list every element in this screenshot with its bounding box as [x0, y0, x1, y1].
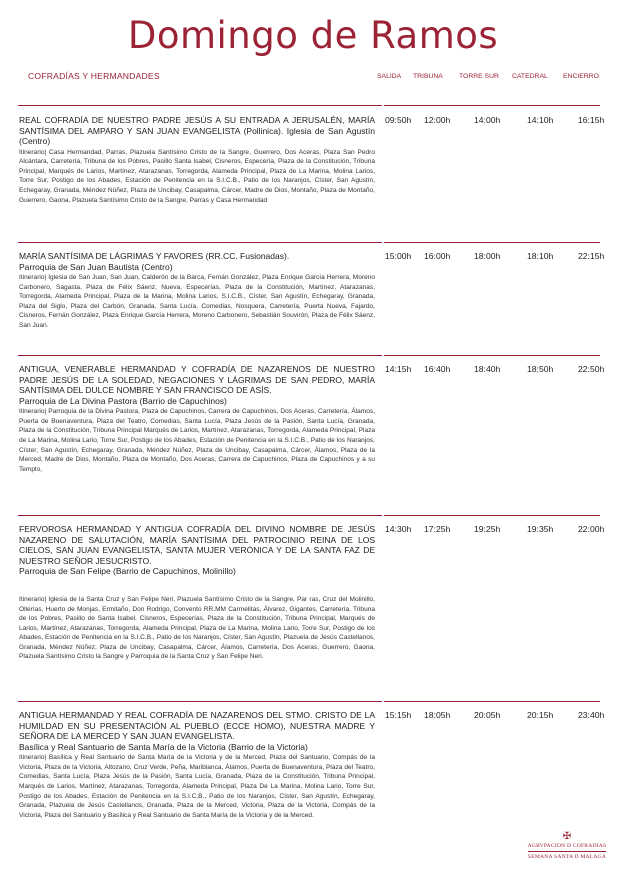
- church-name: Basílica y Real Santuario de Santa María de la Victoria (Barrio de la Victoria): [19, 741, 308, 752]
- itinerary-text: Itinerario| Iglesia de San Juan, San Juan, Calderón de la Barca, Fernán González, Plaza Enrique García Herrera, Moreno Carbonero, Sagasta, Plaza de Félix Sáenz, Nueva, Especerías, Plaza de la Constitución, Martínez, Atarazanas, Torregorda, Alameda Principal, Plaza de la Marina, Molina Larios, S.I.C.B., Císter, San Agustín, Echegaray, Granada, Plaza del Siglo, Plaza del Carbón, Granada, Santa Lucía, Comedias, Nosquera, Carretería, Puerta Nueva, Fajardo, Cisneros, Fernán González, Plaza Enrique García Herrera, Moreno Carbonero, Sebastián Souvirón, Plaza de Félix Sáenz, San Juan.: [19, 274, 375, 329]
- time-catedral: 14:10h: [527, 115, 554, 125]
- church-name: Parroquia de San Juan Bautista (Centro): [19, 261, 173, 272]
- itinerary-text: Itinerario| Parroquia de la Divina Pastora, Plaza de Capuchinos, Carrera de Capuchinos, Dos Aceras, Carretería, Álamos, Puerta de Buenaventura, Plaza del Teatro, Comedias, Santa Lucía, Plaza Jesús de la Pasión, Santa Lucía, Granada, Plaza de la Constitución, Tribuna Principal Marqués de Larios, Martínez, Atarazanas, Torregorda, Alameda Principal, Plaza de La Marina, Molina Lario, Torre Sur, Postigo de los Abades, Estación de Penitencia en la S.I.C.B., Patio de los Naranjos, Císter, San Agustín, Echegaray, Granada, Méndez Núñez, Plaza de Uncibay, Casapalma, Cárcer, Álamos, Plaza de la Merced, Madre de Dios, Montaño, Plaza de Montaño, Dos Aceras, Carrera de Capuchinos, Plaza de Capuchinos y a su Templo,: [19, 408, 375, 473]
- cofradia-name: REAL COFRADÍA DE NUESTRO PADRE JESÚS A SU ENTRADA A JERUSALÉN, MARÍA SANTÍSIMA DEL AMPARO Y SAN JUAN EVANGELISTA (Pollinica). Iglesia de San Agustín (Centro): [19, 115, 375, 147]
- row-divider: [18, 242, 382, 243]
- column-header-torre-sur: TORRE SUR: [459, 73, 499, 80]
- time-torre-sur: 19:25h: [474, 524, 501, 534]
- cofradia-name: FERVOROSA HERMANDAD Y ANTIGUA COFRADÍA DEL DIVINO NOMBRE DE JESÚS NAZARENO DE SALUTACIÓN, MARÍA SANTÍSIMA DEL PATROCINIO REINA DE LOS CIELOS, SAN JUAN EVANGELISTA, SANTA MUJER VERÓNICA Y DE LA SANTA FAZ DE NUESTRO SEÑOR JESUCRISTO.: [19, 524, 375, 566]
- logo-line-2: SEMANA SANTA D MALAGA: [527, 854, 607, 860]
- row-divider: [18, 515, 382, 516]
- cofradia-name: MARÍA SANTÍSIMA DE LÁGRIMAS Y FAVORES (RR.CC. Fusionadas).: [19, 251, 290, 261]
- row-divider: [384, 105, 600, 106]
- column-header-salida: SALIDA: [377, 73, 402, 80]
- time-encierro: 16:15h: [578, 115, 605, 125]
- time-salida: 15:00h: [385, 251, 412, 261]
- column-header-encierro: ENCIERRO: [563, 73, 599, 80]
- itinerary-text: Itinerario| Basílica y Real Santuario de Santa María de la Victoria y de la Merced, Plaza del Santuario, Compás de la Victoria, Plaza de la Victoria, Altozano, Cruz Verde, Peña, Mariblanca, Álamos, Puerta de Buenaventura, Plaza del Teatro, Comedias, Santa Lucía, Plaza Jesús de la Pasión, Santa Lucía, Granada, Plaza de la Constitución, Tribuna Principal, Marqués de Larios, Martínez, Atarazanas, Torregorda, Alameda Principal, Plaza De La Marina, Molina Lario, Torre Sur, Postigo de los Abades, Estación de Penitencia en la S.I.C.B., Patio de los Naranjos, Císter, San Agustín, Echegaray, Granada, Plazuela de Jesús Castellanos, Granada, Plaza de la Merced, Victoria, Plaza de la Victoria, Compás de la Victoria, Plaza del Santuario y Basílica y Real Santuario de Santa María de la Victoria y de la Merced.: [19, 754, 375, 819]
- cofradia-entry-soledad: [19, 364, 375, 474]
- row-divider: [384, 355, 600, 356]
- time-catedral: 18:10h: [527, 251, 554, 261]
- time-tribuna: 16:00h: [424, 251, 451, 261]
- time-torre-sur: 20:05h: [474, 710, 501, 720]
- logo-divider: [528, 851, 606, 852]
- time-tribuna: 12:00h: [424, 115, 451, 125]
- time-catedral: 20:15h: [527, 710, 554, 720]
- section-label: COFRADÍAS Y HERMANDADES: [28, 71, 160, 81]
- column-header-tribuna: TRIBUNA: [413, 73, 443, 80]
- row-divider: [384, 242, 600, 243]
- row-divider: [18, 105, 382, 106]
- row-divider: [18, 355, 382, 356]
- time-encierro: 22:50h: [578, 364, 605, 374]
- time-encierro: 23:40h: [578, 710, 605, 720]
- time-encierro: 22:15h: [578, 251, 605, 261]
- time-tribuna: 16:40h: [424, 364, 451, 374]
- cross-icon: ✠: [562, 831, 572, 842]
- time-salida: 15:15h: [385, 710, 412, 720]
- row-divider: [384, 515, 600, 516]
- itinerary-text: Itinerario| Iglesia de la Santa Cruz y San Felipe Neri, Plazuela Santísimo Cristo de la Sangre, Par ras, Cruz del Molinillo, Ollerías, Huerto de Monjas, Ermitaño, Don Rodrigo, Convento RR.MM Carmelitas, Álvarez, Gigantes, Carretería, Tribuna de los Pobres, Pasillo de Santa Isabel, Cisneros, Especerías, Plaza de la Constitución, Tribuna Principal, Marqués de Larios, Martínez, Atarazanas, Torregorda, Alameda Principal, Plaza de La Marina, Molina Lario, Torre Sur, Postigo de los Abades, Estación de Penitencia en la S.I.C.B., Patio de los Naranjos, Císter, San Agustín, Plazuela de Jesús Castellanos, Granada, Méndez Núñez, Plaza de Uncibay, Casapalma, Cárcer, Álamos, Carretería, Dos Aceras, Guerrero, Gaona, Plazuela Santísimo Cristo la Sangre y Parroquia de la Santa Cruz y San Felipe Neri.: [19, 595, 375, 661]
- time-catedral: 18:50h: [527, 364, 554, 374]
- time-salida: 14:30h: [385, 524, 412, 534]
- time-tribuna: 18:05h: [424, 710, 451, 720]
- cofradia-entry-pollinica: [19, 115, 375, 205]
- cofradia-entry-lagrimas: [19, 251, 375, 330]
- church-name: Parroquia de La Divina Pastora (Barrio de Capuchinos): [19, 395, 227, 406]
- row-divider: [18, 701, 382, 702]
- time-torre-sur: 14:00h: [474, 115, 501, 125]
- cofradia-name: ANTIGUA HERMANDAD Y REAL COFRADÍA DE NAZARENOS DEL STMO. CRISTO DE LA HUMILDAD EN SU PRESENTACIÓN AL PUEBLO (ECCE HOMO), NUESTRA MADRE Y SEÑORA DE LA MERCED Y SAN JUAN EVANGELISTA.: [19, 710, 375, 742]
- church-name: Parroquia de San Felipe (Barrio de Capuchinos, Molinillo): [19, 566, 236, 577]
- time-encierro: 22:00h: [578, 524, 605, 534]
- time-salida: 14:15h: [385, 364, 412, 374]
- time-torre-sur: 18:00h: [474, 251, 501, 261]
- cofradia-entry-ecce-homo: [19, 710, 375, 820]
- cofradia-entry-salutacion: [19, 524, 375, 662]
- itinerary-text: Itinerario| Casa Hermandad, Parras, Plazuela Santísimo Cristo de la Sangre, Guerrero, Dos Aceras, Plaza San Pedro Alcántara, Carretería, Tribuna de los Pobres, Pasillo Santa Isabel, Cisneros, Especería, Plaza de la Constitución, Tribuna Principal, Marqués de Larios, Martínez, Atarazanas, Torregorda, Alameda Principal, Plaza de La Marina, Molina Larios, Torre Sur, Postigo de los Abades, Estación de Penitencia en la S.I.C.B., Patio de los Naranjos, Císter, San Agustín, Echegaray, Granada, Méndez Núñez, Plaza de Uncibay, Casapalma, Cárcer, Madre de Dios, Montaño, Plaza de Montaño, Guerrero, Gaona, Plazuela Santísimo Cristo de la Sangre, Parras y Casa Hermandad: [19, 148, 375, 204]
- page-title: Domingo de Ramos: [127, 14, 499, 57]
- time-tribuna: 17:25h: [424, 524, 451, 534]
- row-divider: [384, 701, 600, 702]
- column-header-catedral: CATEDRAL: [512, 73, 548, 80]
- cofradia-name: ANTIGUA, VENERABLE HERMANDAD Y COFRADÍA DE NAZARENOS DE NUESTRO PADRE JESÚS DE LA SOLEDAD, NEGACIONES Y LÁGRIMAS DE SAN PEDRO, MARÍA SANTÍSIMA DEL DULCE NOMBRE Y SAN FRANCISCO DE ASÍS.: [19, 364, 375, 396]
- time-salida: 09:50h: [385, 115, 412, 125]
- agrupacion-logo: [508, 831, 626, 861]
- time-torre-sur: 18:40h: [474, 364, 501, 374]
- logo-line-1: AGRVPACION D COFRADIAS: [527, 843, 607, 849]
- time-catedral: 19:35h: [527, 524, 554, 534]
